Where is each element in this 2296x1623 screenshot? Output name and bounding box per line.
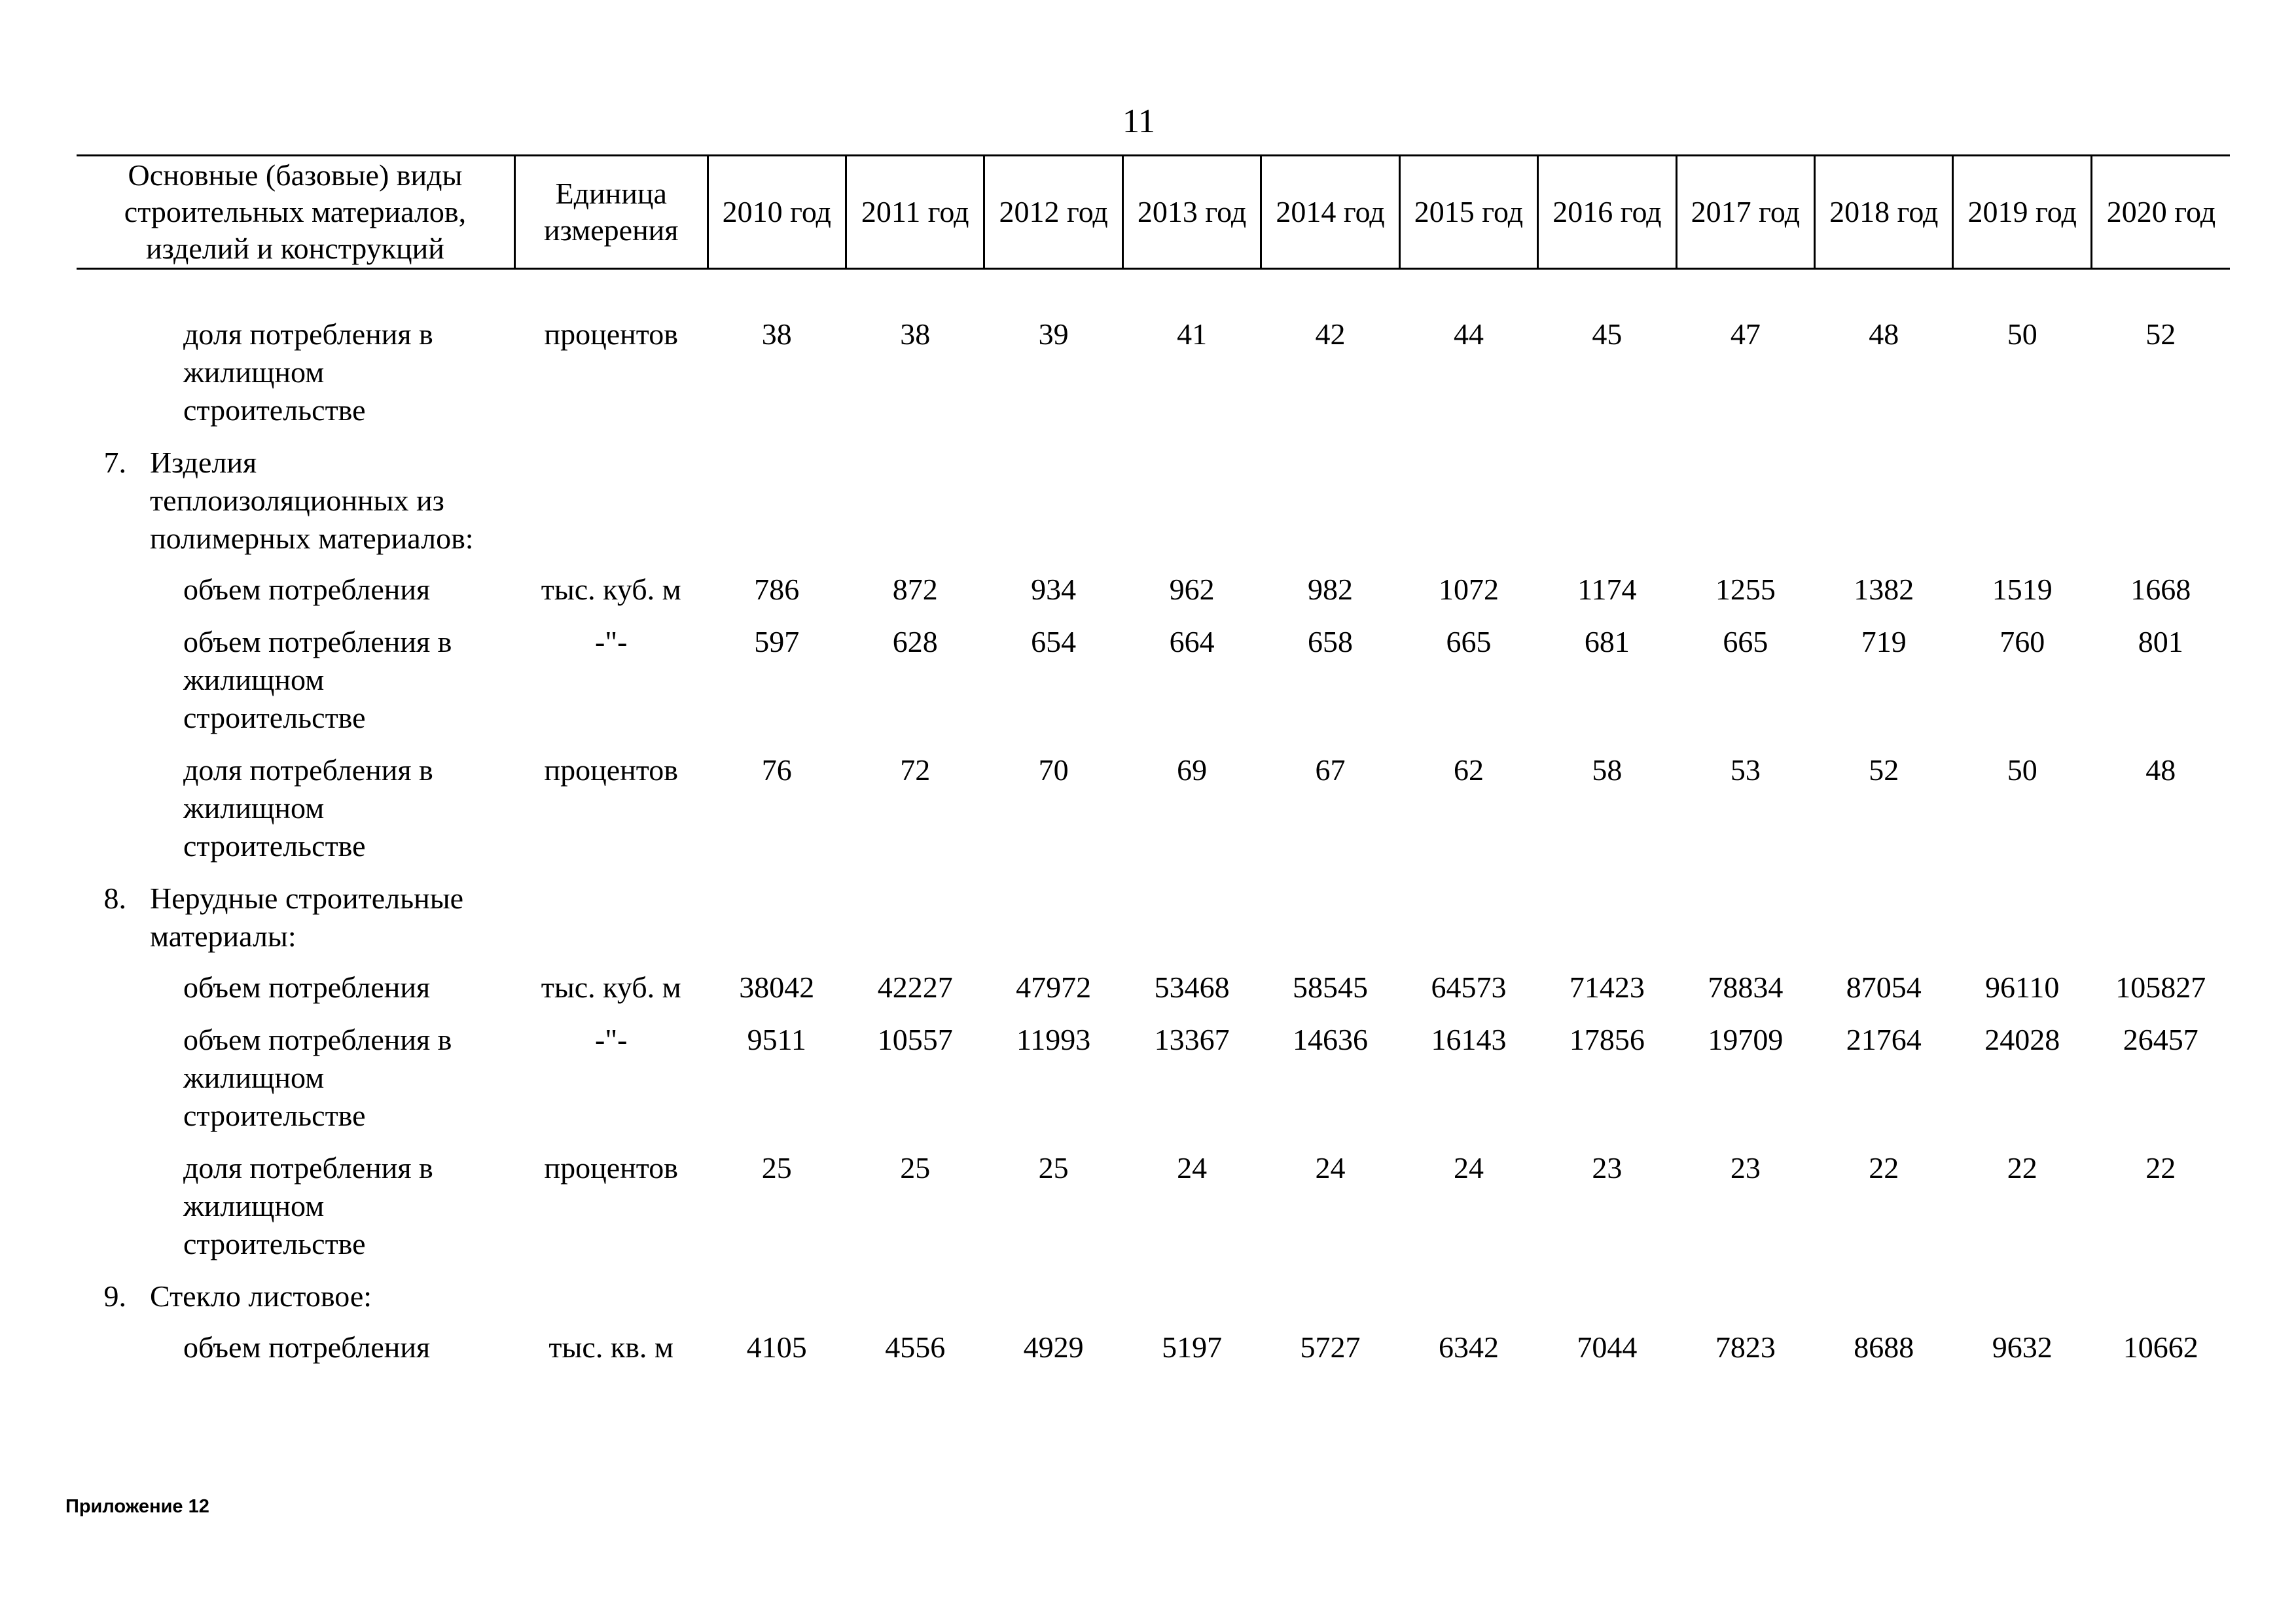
value-cell: 22 — [2145, 1151, 2176, 1185]
value-cell: 760 — [2000, 625, 2045, 658]
value-cell: 48 — [1869, 317, 1899, 351]
value-cell: 53468 — [1154, 971, 1230, 1004]
value-cell: 25 — [761, 1151, 792, 1185]
value-cell: 23 — [1730, 1151, 1761, 1185]
unit-cell: процентов — [544, 317, 678, 351]
value-cell: 654 — [1031, 625, 1077, 658]
value-cell: 719 — [1861, 625, 1907, 658]
value-cell: 24 — [1177, 1151, 1208, 1185]
value-cell: 69 — [1177, 753, 1208, 787]
value-cell: 42227 — [877, 971, 953, 1004]
unit-cell: тыс. куб. м — [541, 971, 681, 1004]
unit-cell: -"- — [595, 625, 628, 658]
column-header-year: 2015 год — [1399, 156, 1537, 269]
value-cell: 7823 — [1715, 1330, 1776, 1364]
value-cell: 681 — [1584, 625, 1630, 658]
header-spacer-row — [77, 269, 2230, 316]
table-row — [77, 1021, 2230, 1149]
value-cell: 22 — [2007, 1151, 2037, 1185]
indicator-name: объем потребления — [183, 573, 431, 606]
value-cell: 58545 — [1293, 971, 1369, 1004]
value-cell: 105827 — [2115, 971, 2206, 1004]
value-cell: 50 — [2007, 753, 2037, 787]
value-cell: 14636 — [1293, 1023, 1369, 1056]
section-number: 8. — [103, 882, 126, 915]
column-header-year: 2013 год — [1122, 156, 1261, 269]
value-cell: 38 — [761, 317, 792, 351]
value-cell: 1174 — [1577, 573, 1637, 606]
value-cell: 87054 — [1846, 971, 1922, 1004]
value-cell: 664 — [1169, 625, 1215, 658]
value-cell: 786 — [754, 573, 800, 606]
value-cell: 64573 — [1431, 971, 1507, 1004]
value-cell: 1519 — [1992, 573, 2053, 606]
value-cell: 5727 — [1300, 1330, 1361, 1364]
value-cell: 78834 — [1708, 971, 1784, 1004]
indicator-name: объем потребления — [183, 971, 431, 1004]
value-cell: 19709 — [1708, 1023, 1784, 1056]
appendix-label: Приложение 12 — [65, 1496, 209, 1517]
column-header-year: 2012 год — [984, 156, 1122, 269]
value-cell: 70 — [1038, 753, 1069, 787]
column-header-year: 2010 год — [708, 156, 846, 269]
unit-cell: процентов — [544, 753, 678, 787]
value-cell: 45 — [1592, 317, 1623, 351]
value-cell: 11993 — [1016, 1023, 1091, 1056]
section-row — [77, 1277, 2230, 1329]
table-header-row — [77, 156, 2230, 269]
value-cell: 872 — [892, 573, 938, 606]
column-header-unit: Единица измерения — [514, 156, 708, 269]
section-title: Стекло листовое: — [150, 1279, 372, 1313]
value-cell: 982 — [1308, 573, 1354, 606]
value-cell: 71423 — [1569, 971, 1645, 1004]
value-cell: 665 — [1446, 625, 1492, 658]
value-cell: 8688 — [1854, 1330, 1914, 1364]
value-cell: 62 — [1453, 753, 1484, 787]
value-cell: 21764 — [1846, 1023, 1922, 1056]
value-cell: 4556 — [885, 1330, 946, 1364]
value-cell: 4105 — [746, 1330, 807, 1364]
indicator-name: объем потребления — [183, 1330, 431, 1364]
section-row — [77, 880, 2230, 969]
value-cell: 10557 — [877, 1023, 953, 1056]
value-cell: 24 — [1315, 1151, 1346, 1185]
column-header-year: 2011 год — [846, 156, 984, 269]
value-cell: 1382 — [1854, 573, 1914, 606]
value-cell: 47 — [1730, 317, 1761, 351]
value-cell: 9511 — [747, 1023, 806, 1056]
value-cell: 22 — [1869, 1151, 1899, 1185]
section-cell — [77, 1277, 2230, 1329]
page-number: 11 — [1122, 103, 1156, 140]
value-cell: 962 — [1169, 573, 1215, 606]
value-cell: 13367 — [1154, 1023, 1230, 1056]
value-cell: 665 — [1723, 625, 1768, 658]
column-header-year: 2020 год — [2091, 156, 2230, 269]
column-header-year: 2018 год — [1815, 156, 1953, 269]
table-row — [77, 571, 2230, 623]
value-cell: 76 — [761, 753, 792, 787]
value-cell: 24 — [1453, 1151, 1484, 1185]
indicator-name: доля потребления в жилищном строительстве — [183, 317, 433, 427]
indicator-name: объем потребления в жилищном строительстве — [183, 1023, 452, 1132]
unit-cell: тыс. куб. м — [541, 573, 681, 606]
value-cell: 26457 — [2123, 1023, 2198, 1056]
value-cell: 1072 — [1438, 573, 1499, 606]
table-row — [77, 1149, 2230, 1277]
section-number: 9. — [103, 1279, 126, 1313]
value-cell: 628 — [892, 625, 938, 658]
value-cell: 58 — [1592, 753, 1623, 787]
column-header-year: 2014 год — [1261, 156, 1399, 269]
section-title: Нерудные строительные материалы: — [150, 882, 464, 953]
table-row — [77, 1329, 2230, 1381]
value-cell: 25 — [1038, 1151, 1069, 1185]
table-row — [77, 623, 2230, 751]
section-row — [77, 444, 2230, 571]
value-cell: 52 — [2145, 317, 2176, 351]
value-cell: 658 — [1308, 625, 1354, 658]
value-cell: 934 — [1031, 573, 1077, 606]
value-cell: 23 — [1592, 1151, 1623, 1185]
indicator-name: доля потребления в жилищном строительстве — [183, 1151, 433, 1260]
value-cell: 96110 — [1985, 971, 2060, 1004]
value-cell: 597 — [754, 625, 800, 658]
column-header-year: 2016 год — [1538, 156, 1676, 269]
section-title: Изделия теплоизоляционных из полимерных материалов: — [150, 446, 474, 555]
value-cell: 38 — [900, 317, 931, 351]
value-cell: 48 — [2145, 753, 2176, 787]
section-cell — [77, 880, 2230, 969]
indicator-name: объем потребления в жилищном строительстве — [183, 625, 452, 734]
table-body — [77, 269, 2230, 1382]
indicator-name: доля потребления в жилищном строительстве — [183, 753, 433, 863]
value-cell: 67 — [1315, 753, 1346, 787]
column-header-name: Основные (базовые) виды строительных материалов, изделий и конструкций — [77, 156, 514, 269]
value-cell: 25 — [900, 1151, 931, 1185]
value-cell: 38042 — [739, 971, 815, 1004]
unit-cell: процентов — [544, 1151, 678, 1185]
value-cell: 1255 — [1715, 573, 1776, 606]
section-number: 7. — [103, 446, 126, 479]
value-cell: 41 — [1177, 317, 1208, 351]
value-cell: 44 — [1453, 317, 1484, 351]
materials-table — [77, 154, 2230, 1381]
value-cell: 39 — [1038, 317, 1069, 351]
value-cell: 9632 — [1992, 1330, 2053, 1364]
value-cell: 72 — [900, 753, 931, 787]
section-cell — [77, 444, 2230, 571]
value-cell: 7044 — [1577, 1330, 1638, 1364]
value-cell: 52 — [1869, 753, 1899, 787]
value-cell: 24028 — [1984, 1023, 2060, 1056]
column-header-year: 2017 год — [1676, 156, 1814, 269]
value-cell: 4929 — [1023, 1330, 1084, 1364]
unit-cell: -"- — [595, 1023, 628, 1056]
table-row — [77, 315, 2230, 444]
value-cell: 47972 — [1016, 971, 1092, 1004]
value-cell: 5197 — [1162, 1330, 1223, 1364]
value-cell: 1668 — [2130, 573, 2191, 606]
table-row — [77, 969, 2230, 1021]
value-cell: 10662 — [2123, 1330, 2198, 1364]
value-cell: 50 — [2007, 317, 2037, 351]
value-cell: 53 — [1730, 753, 1761, 787]
column-header-year: 2019 год — [1953, 156, 2091, 269]
value-cell: 16143 — [1431, 1023, 1507, 1056]
value-cell: 6342 — [1438, 1330, 1499, 1364]
table-row — [77, 751, 2230, 880]
unit-cell: тыс. кв. м — [548, 1330, 674, 1364]
value-cell: 801 — [2138, 625, 2183, 658]
value-cell: 42 — [1315, 317, 1346, 351]
value-cell: 17856 — [1569, 1023, 1645, 1056]
